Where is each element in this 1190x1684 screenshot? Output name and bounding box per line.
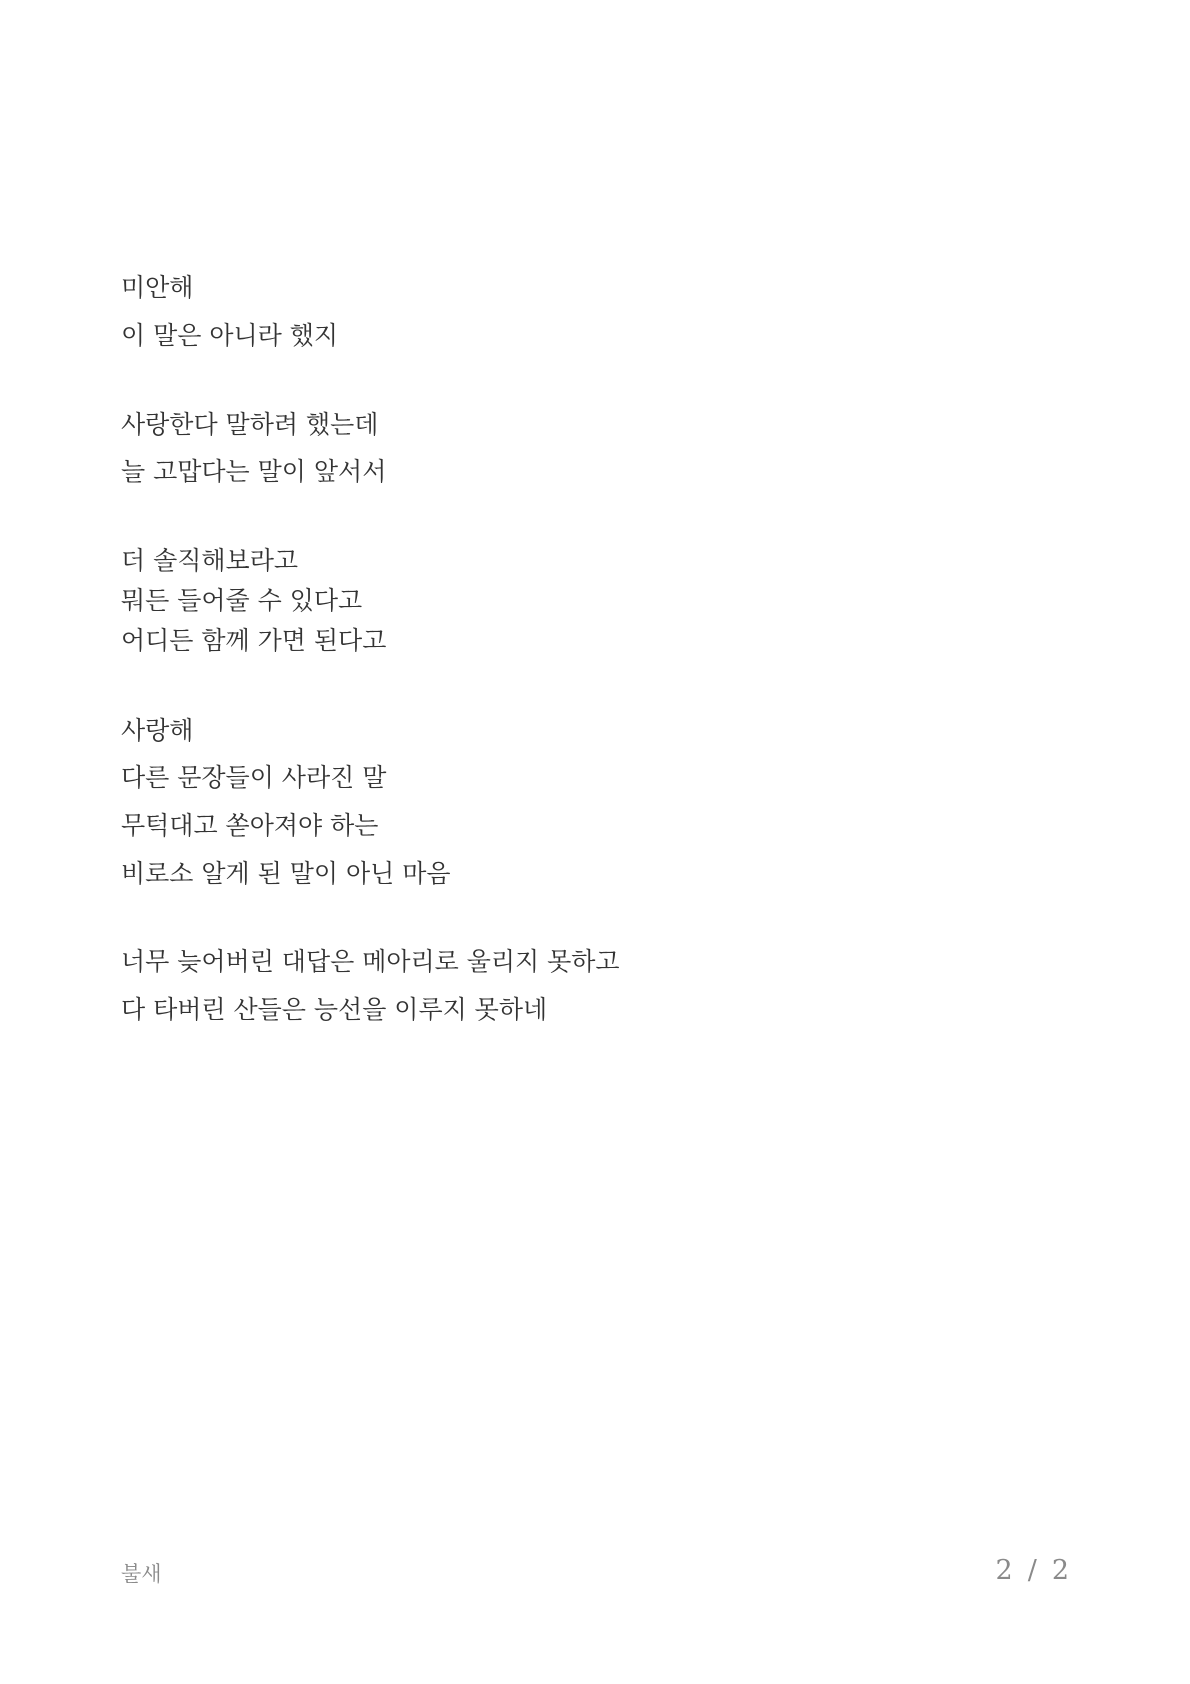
poem-line: 비로소 알게 된 말이 아닌 마음 [121,859,451,888]
poem-line: 이 말은 아니라 했지 [121,321,339,350]
poem-line: 다른 문장들이 사라진 말 [121,763,387,792]
footer-title: 불새 [121,1562,162,1586]
page-total: 2 [1051,1555,1070,1586]
poem-line: 다 타버린 산들은 능선을 이루지 못하네 [121,995,548,1024]
page-number [996,1555,1070,1587]
poem-line: 더 솔직해보라고 [121,546,298,575]
poem-line: 미안해 [121,273,194,302]
page-current: 2 [995,1555,1014,1586]
page-separator: / [1027,1555,1038,1586]
poem-line: 사랑해 [121,716,194,745]
poem-line: 어디든 함께 가면 된다고 [121,626,387,655]
poem-line: 너무 늦어버린 대답은 메아리로 울리지 못하고 [121,947,620,976]
poem-line: 사랑한다 말하려 했는데 [121,410,379,439]
poem-line: 무턱대고 쏟아져야 하는 [121,811,379,840]
poem-line: 늘 고맙다는 말이 앞서서 [121,457,387,486]
poem-line: 뭐든 들어줄 수 있다고 [121,586,363,615]
